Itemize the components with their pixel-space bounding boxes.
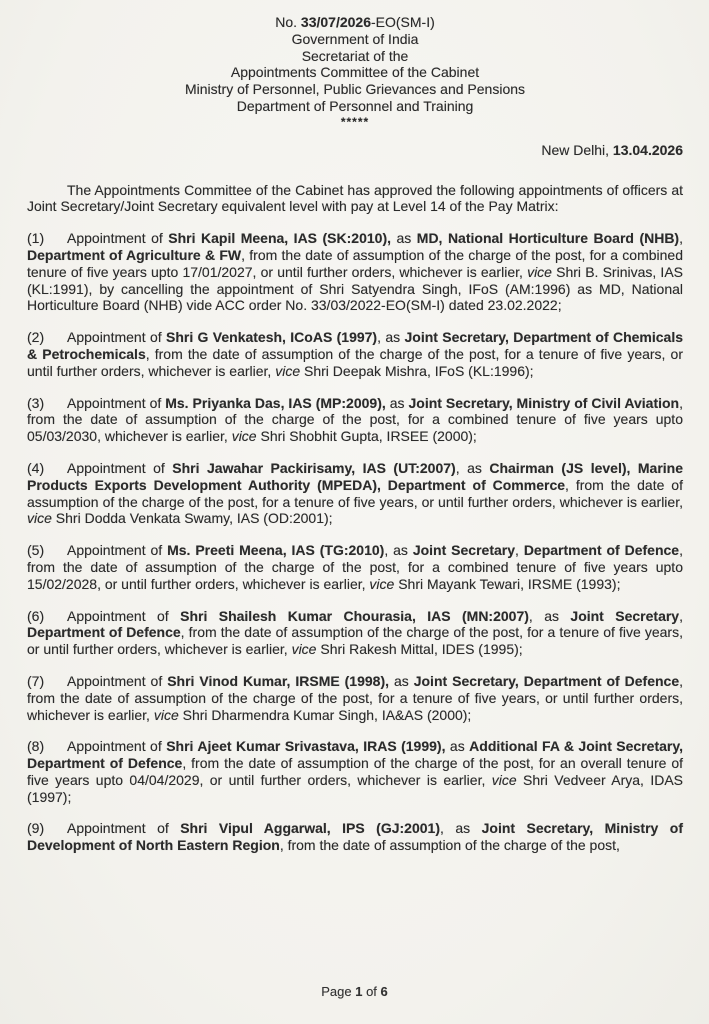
item-number: (9) — [27, 820, 45, 837]
text-segment: as — [385, 394, 409, 411]
text-segment: , as — [377, 329, 405, 346]
text-segment: vice — [291, 641, 317, 658]
text-segment: Appointment of — [67, 607, 181, 624]
header-line-ministry: Ministry of Personnel, Public Grievances and Pensions — [184, 81, 526, 98]
text-segment: 1 — [355, 984, 363, 999]
text-segment: , — [679, 230, 683, 247]
header-line-secretariat: Secretariat of the — [301, 47, 409, 64]
text-segment: Department of Defence — [523, 542, 680, 559]
text-segment: vice — [491, 771, 517, 788]
text-segment: vice — [369, 575, 395, 592]
text-segment: Joint Secretary, Ministry of Development of North Eastern Region — [27, 820, 683, 854]
text-segment: Joint Secretary — [570, 607, 680, 624]
text-segment: , as — [528, 607, 571, 624]
text-segment: Appointment of — [67, 230, 169, 247]
text-segment: as — [445, 738, 470, 755]
text-segment: 13.04.2026 — [612, 141, 683, 158]
text-segment: vice — [275, 362, 301, 379]
header-line-department: Department of Personnel and Training — [236, 97, 474, 114]
text-segment: Additional FA & Joint Secretary, Department of Defence — [27, 738, 683, 772]
text-segment: Shri Shailesh Kumar Chourasia, IAS (MN:2007) — [180, 607, 529, 624]
text-segment: -EO(SM-I) — [371, 14, 435, 30]
text-segment: Department of Defence — [27, 624, 181, 641]
appointment-item — [27, 329, 683, 379]
text-segment: Appointment of — [67, 329, 166, 346]
appointment-item — [27, 395, 683, 445]
text-segment: vice — [153, 706, 179, 723]
text-segment: , from the date of assumption of the charge of the post, for a tenure of five years, or until further orders, whichever is earlier, — [27, 672, 684, 723]
text-segment: Chairman (JS level), Marine Products Exports Development Authority (MPEDA), Department of Commerce — [27, 459, 684, 493]
text-segment: vice — [231, 428, 257, 445]
text-segment: of — [362, 984, 381, 999]
text-segment: Shri Mayank Tewari, IRSME (1993); — [394, 575, 621, 592]
text-segment: , — [679, 607, 683, 624]
text-segment: Joint Secretary, Ministry of Civil Aviation — [408, 394, 680, 411]
appointment-item — [27, 673, 683, 723]
text-segment: Joint Secretary, Department of Defence — [413, 672, 680, 689]
text-segment: Shri Dharmendra Kumar Singh, IA&AS (2000); — [178, 706, 472, 723]
dateline — [27, 142, 683, 159]
text-segment: Joint Secretary, Department of Chemicals & Petrochemicals — [27, 329, 684, 362]
text-segment: , from the date of assumption of the charge of the post, for a tenure of five years, or until further orders, whichever is earlier, — [27, 345, 684, 379]
header-line-committee: Appointments Committee of the Cabinet — [230, 64, 480, 81]
text-segment: No. — [275, 14, 301, 30]
text-segment: Shri Kapil Meena, IAS (SK:2010), — [168, 230, 391, 247]
text-segment: Appointment of — [67, 820, 181, 837]
text-segment: , as — [440, 820, 482, 837]
text-segment: , from the date of assumption of the charge of the post, for a combined tenure of five years upto 17/01/2027, or until further orders, whichever is earlier, — [27, 246, 683, 280]
text-segment: Page — [321, 984, 356, 999]
stars-separator: ***** — [340, 114, 370, 129]
text-segment: , from the date of assumption of the charge of the post, for a tenure of five years, or until further orders, whichever is earlier, — [27, 624, 683, 658]
text-segment: Appointment of — [67, 672, 168, 689]
text-segment: , from the date of assumption of the charge of the post, for a tenure of five years, or until further orders, whichever is earlier, — [27, 476, 683, 510]
text-segment: , — [515, 542, 524, 559]
text-segment: Shri Vinod Kumar, IRSME (1998), — [167, 672, 390, 689]
text-segment: Appointment of — [67, 542, 168, 559]
text-segment: MD, National Horticulture Board (NHB) — [416, 230, 680, 247]
text-segment: Shri Deepak Mishra, IFoS (KL:1996); — [300, 362, 534, 379]
text-segment: Shri Dodda Venkata Swamy, IAS (OD:2001); — [51, 510, 333, 527]
appointments-list — [27, 230, 683, 854]
text-segment: , as — [455, 459, 490, 476]
text-segment: Ms. Priyanka Das, IAS (MP:2009), — [165, 394, 386, 411]
text-segment: Shri Ajeet Kumar Srivastava, IRAS (1999), — [166, 738, 446, 755]
appointment-item — [27, 460, 683, 527]
document-header — [27, 14, 683, 128]
text-segment: 6 — [380, 984, 388, 999]
text-segment: Shri Rakesh Mittal, IDES (1995); — [316, 641, 523, 658]
text-segment: , from the date of assumption of the charge of the post, — [279, 837, 620, 854]
text-segment: New Delhi, — [541, 141, 613, 158]
item-number: (4) — [27, 459, 45, 476]
text-segment: Shri Shobhit Gupta, IRSEE (2000); — [256, 428, 477, 445]
text-segment: as — [391, 230, 417, 247]
text-segment: Appointment of — [67, 459, 173, 476]
item-number: (3) — [27, 394, 45, 411]
appointment-item — [27, 820, 683, 854]
text-segment: , as — [384, 542, 413, 559]
text-segment: Joint Secretary — [412, 542, 516, 559]
text-segment: Department of Agriculture & FW — [27, 246, 242, 263]
text-segment: Shri B. Srinivas, IAS (KL:1991), by cancelling the appointment of Shri Satyendra Singh, IFoS (AM:1996) as MD, National Horticulture Board (NHB) vide ACC order No. 33/03/2022-EO(SM-I) dated 23.02.2022; — [27, 263, 683, 314]
page-footer — [0, 984, 709, 999]
appointment-item — [27, 608, 683, 658]
item-number: (1) — [27, 230, 45, 247]
item-number: (2) — [27, 329, 45, 346]
item-number: (6) — [27, 607, 45, 624]
text-segment: Appointment of — [67, 394, 166, 411]
text-segment: Shri G Venkatesh, ICoAS (1997) — [165, 329, 378, 346]
text-segment: , from the date of assumption of the charge of the post, for a combined tenure of five years upto 15/02/2028, or until further orders, whichever is earlier, — [27, 542, 683, 592]
item-number: (8) — [27, 738, 45, 755]
appointment-item — [27, 542, 683, 592]
text-segment: 33/07/2026 — [300, 14, 371, 30]
appointment-item — [27, 230, 683, 314]
text-segment: Appointment of — [67, 738, 167, 755]
text-segment: as — [389, 672, 414, 689]
ref-number-line — [27, 14, 683, 31]
text-segment: vice — [527, 263, 552, 280]
text-segment: Shri Jawahar Packirisamy, IAS (UT:2007) — [172, 459, 456, 476]
text-segment: , from the date of assumption of the charge of the post, for a combined tenure of five years upto 05/03/2030, whichever is earlier, — [27, 394, 684, 445]
intro-paragraph: The Appointments Committee of the Cabinet has approved the following appointments of officers at Joint Secretary/Joint Secretary equivalent level with pay at Level 14 of the Pay Matrix: — [27, 181, 683, 215]
text-segment: Shri Vedveer Arya, IDAS (1997); — [27, 771, 684, 805]
text-segment: Shri Vipul Aggarwal, IPS (GJ:2001) — [180, 820, 440, 837]
text-segment: , from the date of assumption of the charge of the post, for an overall tenure of five years upto 04/04/2029, or until further orders, whichever is earlier, — [27, 755, 684, 788]
text-segment: vice — [27, 510, 52, 527]
text-segment: Ms. Preeti Meena, IAS (TG:2010) — [167, 542, 385, 559]
item-number: (5) — [27, 542, 45, 559]
appointment-item — [27, 738, 683, 805]
header-line-government: Government of India — [291, 30, 419, 47]
item-number: (7) — [27, 672, 45, 689]
